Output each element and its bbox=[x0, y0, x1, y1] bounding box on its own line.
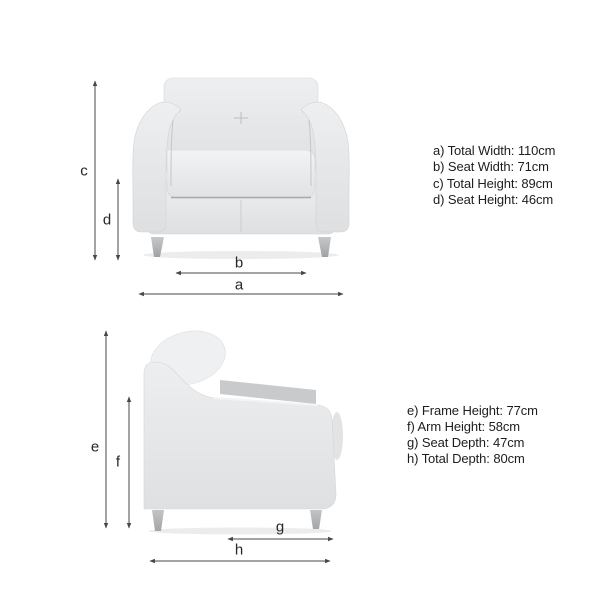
side-view-spec-list bbox=[407, 403, 538, 467]
spec-line-total-width: a) Total Width: 110cm bbox=[433, 143, 556, 158]
armchair-front-view-illustration bbox=[131, 74, 351, 260]
dim-label-e: e bbox=[90, 438, 100, 456]
dim-label-a: a bbox=[234, 276, 244, 294]
spec-line-frame-height: e) Frame Height: 77cm bbox=[407, 403, 538, 418]
spec-line-seat-height: d) Seat Height: 46cm bbox=[433, 191, 554, 207]
front-view-spec-list bbox=[433, 143, 555, 208]
spec-line-total-depth: h) Total Depth: 80cm bbox=[407, 451, 525, 466]
spec-line-seat-depth: g) Seat Depth: 47cm bbox=[407, 435, 525, 450]
spec-line-total-height: c) Total Height: 89cm bbox=[433, 175, 553, 191]
back-leg bbox=[152, 510, 164, 531]
dim-label-d: d bbox=[102, 211, 112, 229]
seat-cushion bbox=[167, 150, 315, 198]
floor-shadow bbox=[148, 528, 332, 535]
front-leg bbox=[310, 510, 322, 529]
spec-line-seat-width: b) Seat Width: 71cm bbox=[433, 159, 549, 175]
spec-line-arm-height: f) Arm Height: 58cm bbox=[407, 419, 520, 434]
dim-label-g: g bbox=[275, 518, 285, 536]
dim-label-b: b bbox=[234, 254, 244, 272]
dim-label-f: f bbox=[115, 453, 121, 471]
dim-label-c: c bbox=[80, 162, 88, 180]
dim-label-h: h bbox=[234, 541, 244, 559]
armchair-side-view-illustration bbox=[140, 326, 345, 536]
